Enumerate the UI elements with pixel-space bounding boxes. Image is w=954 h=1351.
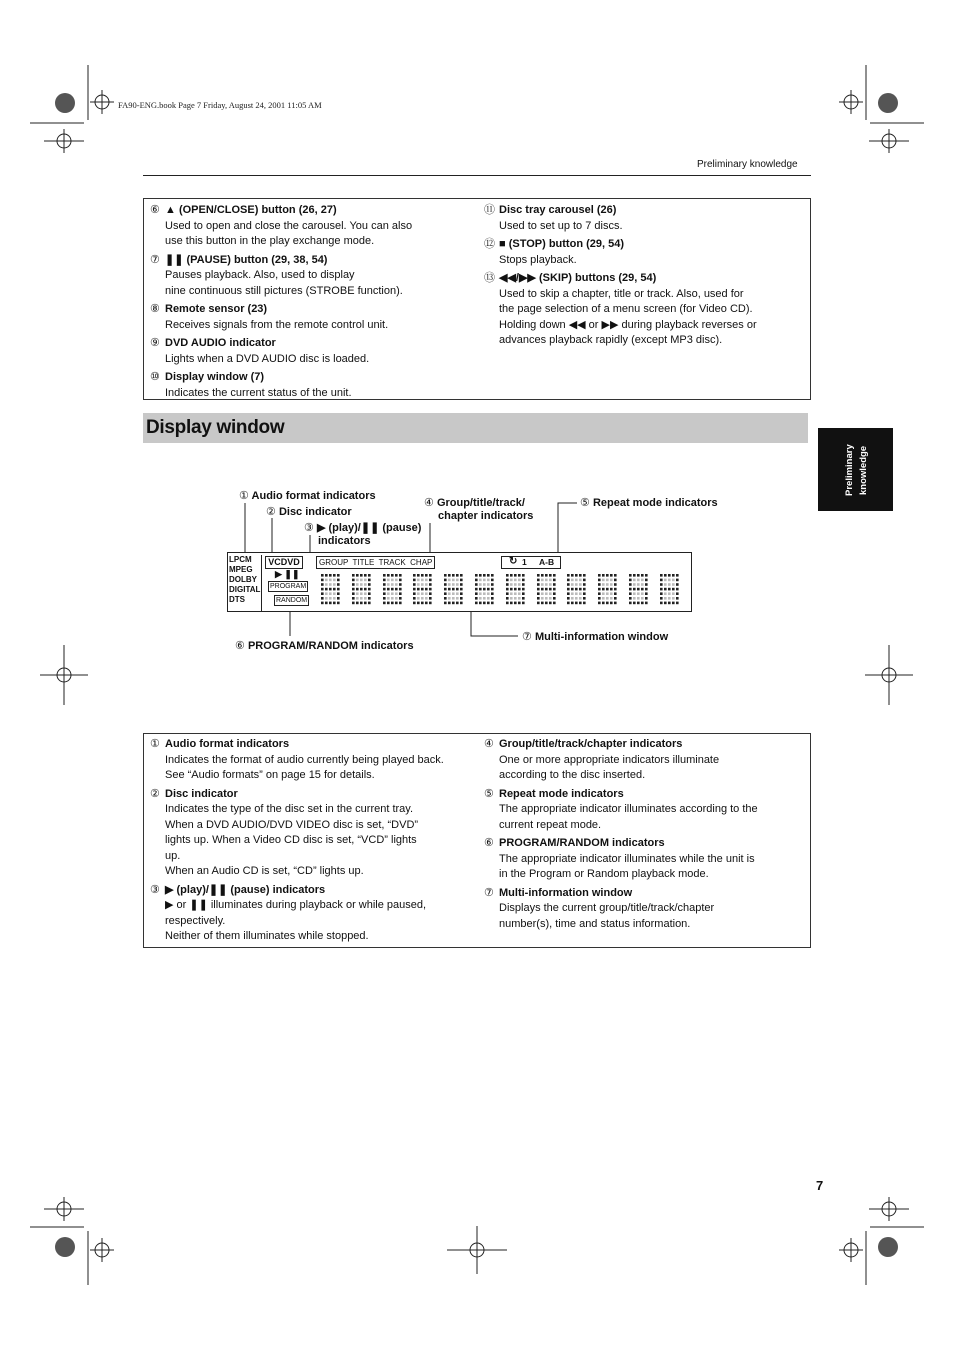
matrix-cell [351,573,371,607]
matrix-cell [474,573,494,607]
list-item: ⑥ PROGRAM/RANDOM indicators The appropriate indicator illuminates while the unit is in the Program or Random playback mode. [484,837,755,880]
list-item: ⑥ ▲ (OPEN/CLOSE) button (26, 27) Used to open and close the carousel. You can also use this button in the play exchange mode. [150,204,413,247]
list-item: ⑤ Repeat mode indicators The appropriate indicator illuminates according to the current repeat mode. [484,787,758,831]
matrix-cell [505,573,525,607]
matrix-cell [320,573,340,607]
repeat-mode-indicators [501,556,561,569]
matrix-cell [443,573,463,607]
list-item: ① Audio format indicators Indicates the format of audio currently being played back. See “Audio formats” on page 15 for details. [150,738,444,781]
list-item: ② Disc indicator Indicates the type of the disc set in the current tray. When a DVD AUDIO/DVD VIDEO disc is set, “DVD” lights up. When a Video CD disc is set, “VCD” lights up. When an Audio CD is set, “CD” lights up. [150,787,419,877]
disc-indicator: VCDVD [265,556,303,569]
list-item: ③ ▶ (play)/❚❚ (pause) indicators ▶ or ❚❚ illuminates during playback or while paused, respectively. Neither of them illuminates while stopped. [150,883,427,942]
program-indicator: PROGRAM [270,583,307,590]
callout-audio-format: ① Audio format indicators [239,490,376,502]
multi-information-window [320,573,688,609]
matrix-cell [597,573,617,607]
matrix-cell [412,573,432,607]
list-item: ⑫ ■ (STOP) button (29, 54) Stops playback. [484,238,625,266]
section-title: Display window [146,417,285,438]
callout-play-pause: ③ ▶ (play)/❚❚ (pause) indicators [304,522,422,547]
list-item: ⑦ ❚❚ (PAUSE) button (29, 38, 54) Pauses playback. Also, used to display nine continuous still pictures (STROBE function). [150,253,403,297]
play-pause-indicator: ▶ ❚❚ [275,569,300,579]
repeat-one: 1 [522,557,527,567]
matrix-cell [628,573,648,607]
lcd-display-diagram [227,552,692,612]
group-title-track-chap-indicators: GROUP TITLE TRACK CHAP [316,556,435,569]
matrix-cell [659,573,679,607]
audio-format-indicators: LPCM MPEG DOLBY DIGITAL DTS [229,555,262,611]
list-item: ⑧ Remote sensor (23) Receives signals from the remote control unit. [150,303,389,331]
matrix-cell [536,573,556,607]
repeat-icon: ↻ [509,556,518,567]
callout-disc: ② Disc indicator [266,506,352,518]
list-item: ⑪ Disc tray carousel (26) Used to set up to 7 discs. [484,204,623,232]
callout-multi-info: ⑦ Multi-information window [522,631,669,643]
callout-repeat: ⑤ Repeat mode indicators [580,497,718,509]
matrix-cell [382,573,402,607]
side-tab-line1: Preliminary [844,444,855,496]
bottom-box-right-column [484,737,804,935]
list-item: ⑦ Multi-information window Displays the current group/title/track/chapter number(s), time and status information. [484,886,715,930]
bottom-description-box [143,733,811,948]
running-header: Preliminary knowledge [697,159,798,170]
matrix-cell [566,573,586,607]
bottom-box-left-column [150,737,480,948]
list-item: ⑩ Display window (7) Indicates the current status of the unit. [150,371,352,399]
repeat-ab: A-B [539,557,555,567]
list-item: ④ Group/title/track/chapter indicators One or more appropriate indicators illuminate according to the disc inserted. [484,738,720,781]
list-item: ⑨ DVD AUDIO indicator Lights when a DVD AUDIO disc is loaded. [150,337,370,365]
callout-gttc: ④ Group/title/track/ chapter indicators [424,497,534,522]
callout-program-random: ⑥ PROGRAM/RANDOM indicators [235,640,414,652]
side-tab-line2: knowledge [858,445,869,495]
random-indicator: RANDOM [276,597,308,604]
list-item: ⑬ ◀◀/▶▶ (SKIP) buttons (29, 54) Used to skip a chapter, title or track. Also, used for the page selection of a menu screen (for Video CD). Holding down ◀◀ or ▶▶ during playback reverses or advances playback rapidly (except MP3 disc). [484,272,757,346]
print-info: FA90-ENG.book Page 7 Friday, August 24, 2001 11:05 AM [118,100,322,110]
page-number: 7 [816,1178,824,1193]
